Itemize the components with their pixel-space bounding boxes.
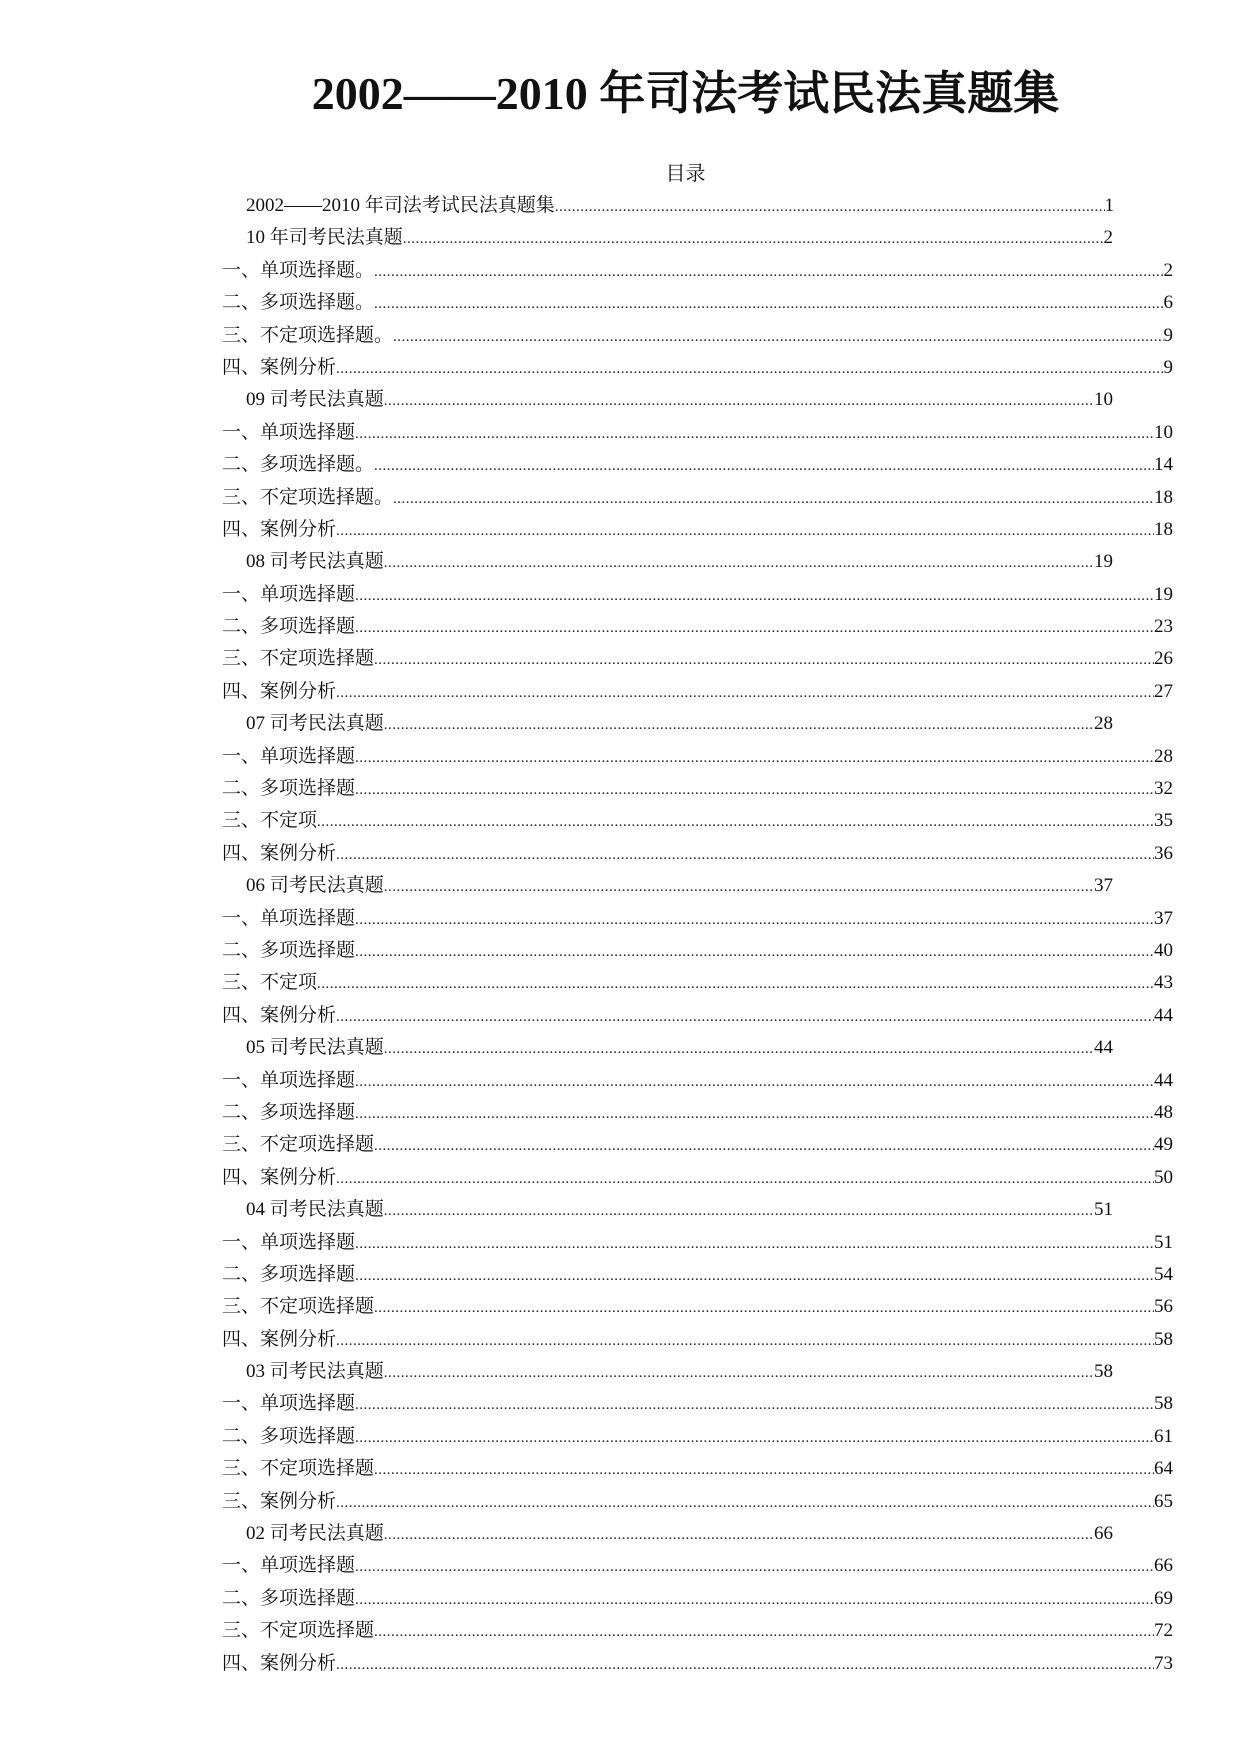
toc-entry-page-number: 9 [1163,356,1173,378]
toc-dot-leader [355,904,1154,935]
toc-entry-page-number: 40 [1154,939,1173,961]
toc-entry-page-number: 35 [1154,810,1173,832]
toc-entry-label: 三、不定项选择题 [222,1134,375,1156]
toc-entry-page-number: 73 [1154,1652,1173,1674]
toc-entry-label: 二、多项选择题。 [222,292,375,314]
toc-section-entry[interactable] [222,967,1173,999]
toc-section-entry[interactable] [222,1291,1173,1323]
toc-dot-leader [355,1228,1154,1259]
toc-entry-label: 四、案例分析 [222,1004,337,1026]
toc-entry-label: 三、不定项 [222,810,318,832]
toc-entry-page-number: 44 [1154,1069,1173,1091]
toc-dot-leader [393,483,1154,514]
toc-entry-page-number: 28 [1094,713,1113,735]
toc-dot-leader [384,871,1094,902]
toc-section-entry[interactable] [222,1550,1173,1582]
toc-dot-leader [336,1649,1154,1680]
toc-dot-leader [355,1066,1154,1097]
toc-heading: 目录 [665,163,706,185]
toc-entry-page-number: 26 [1154,648,1173,670]
toc-entry-page-number: 64 [1154,1458,1173,1480]
toc-entry-label: 一、单项选择题 [222,1069,356,1091]
toc-dot-leader [355,774,1154,805]
toc-dot-leader [355,1551,1154,1582]
toc-entry-page-number: 10 [1154,421,1173,443]
toc-dot-leader [355,1098,1154,1129]
toc-section-entry[interactable] [222,1486,1173,1518]
toc-chapter-entry[interactable] [222,1518,1113,1550]
toc-dot-leader [374,1292,1154,1323]
toc-entry-label: 四、案例分析 [222,518,337,540]
toc-section-entry[interactable] [222,255,1173,287]
toc-section-entry[interactable] [222,1065,1173,1097]
toc-entry-page-number: 44 [1094,1037,1113,1059]
toc-dot-leader [374,1454,1154,1485]
toc-entry-page-number: 58 [1154,1393,1173,1415]
toc-section-entry[interactable] [222,903,1173,935]
toc-section-entry[interactable] [222,1129,1173,1161]
toc-dot-leader [384,1519,1094,1550]
toc-dot-leader [374,1130,1154,1161]
toc-dot-leader [336,1325,1154,1356]
toc-entry-label: 03 司考民法真题 [246,1361,384,1383]
document-title: 2002——2010 年司法考试民法真题集 [311,68,1060,119]
toc-entry-page-number: 27 [1154,680,1173,702]
toc-entry-page-number: 48 [1154,1101,1173,1123]
toc-entry-label: 10 年司考民法真题 [246,227,403,249]
toc-entry-page-number: 49 [1154,1134,1173,1156]
toc-chapter-entry[interactable] [222,222,1113,254]
toc-dot-leader [384,709,1094,740]
toc-entry-label: 一、单项选择题 [222,421,356,443]
toc-section-entry[interactable] [222,1615,1173,1647]
toc-dot-leader [374,256,1163,287]
toc-dot-leader [355,580,1154,611]
toc-entry-page-number: 58 [1094,1361,1113,1383]
toc-entry-label: 02 司考民法真题 [246,1523,384,1545]
toc-dot-leader [355,1389,1154,1420]
toc-section-entry[interactable] [222,482,1173,514]
toc-dot-leader [336,1163,1154,1194]
toc-entry-page-number: 61 [1154,1425,1173,1447]
toc-entry-page-number: 69 [1154,1587,1173,1609]
toc-entry-page-number: 36 [1154,842,1173,864]
toc-entry-label: 三、案例分析 [222,1490,337,1512]
toc-dot-leader [384,385,1094,416]
toc-section-entry[interactable] [222,449,1173,481]
toc-section-entry[interactable] [222,287,1173,319]
toc-entry-page-number: 2 [1103,227,1113,249]
toc-section-entry[interactable] [222,773,1173,805]
toc-section-entry[interactable] [222,1453,1173,1485]
toc-entry-page-number: 51 [1154,1231,1173,1253]
toc-entry-label: 07 司考民法真题 [246,713,384,735]
toc-section-entry[interactable] [222,838,1173,870]
toc-entry-page-number: 44 [1154,1004,1173,1026]
toc-section-entry[interactable] [222,1324,1173,1356]
toc-chapter-entry[interactable] [222,384,1113,416]
toc-dot-leader [336,839,1154,870]
toc-section-entry[interactable] [222,741,1173,773]
toc-entry-page-number: 72 [1154,1620,1173,1642]
toc-chapter-entry[interactable] [222,1032,1113,1064]
toc-dot-leader [393,321,1163,352]
toc-chapter-entry[interactable] [222,708,1113,740]
toc-entry-label: 二、多项选择题 [222,778,356,800]
toc-section-entry[interactable] [222,579,1173,611]
toc-entry-page-number: 66 [1154,1555,1173,1577]
toc-entry-label: 一、单项选择题 [222,583,356,605]
toc-section-entry[interactable] [222,611,1173,643]
toc-entry-label: 05 司考民法真题 [246,1037,384,1059]
toc-entry-page-number: 18 [1154,486,1173,508]
toc-entry-label: 三、不定项选择题 [222,1296,375,1318]
toc-entry-label: 二、多项选择题 [222,616,356,638]
toc-dot-leader [336,515,1154,546]
toc-entry-label: 四、案例分析 [222,842,337,864]
toc-entry-page-number: 58 [1154,1328,1173,1350]
toc-entry-label: 二、多项选择题 [222,1587,356,1609]
toc-entry-label: 09 司考民法真题 [246,389,384,411]
toc-dot-leader [336,1487,1154,1518]
toc-entry-page-number: 19 [1154,583,1173,605]
toc-chapter-entry[interactable] [222,1194,1113,1226]
toc-entry-page-number: 28 [1154,745,1173,767]
toc-entry-label: 四、案例分析 [222,1166,337,1188]
toc-dot-leader [336,1001,1154,1032]
toc-section-entry[interactable] [222,805,1173,837]
toc-entry-page-number: 37 [1094,875,1113,897]
toc-dot-leader [317,806,1154,837]
toc-entry-page-number: 18 [1154,518,1173,540]
toc-entry-label: 一、单项选择题 [222,745,356,767]
toc-entry-page-number: 2 [1163,259,1173,281]
toc-entry-label: 三、不定项选择题。 [222,324,394,346]
toc-dot-leader [374,288,1163,319]
toc-entry-label: 三、不定项选择题 [222,1620,375,1642]
toc-dot-leader [384,1357,1094,1388]
toc-section-entry[interactable] [222,417,1173,449]
toc-entry-label: 二、多项选择题 [222,1101,356,1123]
toc-entry-label: 三、不定项选择题 [222,648,375,670]
toc-entry-label: 一、单项选择题 [222,1231,356,1253]
toc-section-entry[interactable] [222,1000,1173,1032]
toc-dot-leader [355,418,1154,449]
toc-entry-label: 三、不定项选择题。 [222,486,394,508]
toc-entry-label: 二、多项选择题。 [222,454,375,476]
toc-entry-page-number: 56 [1154,1296,1173,1318]
toc-entry-label: 二、多项选择题 [222,1263,356,1285]
toc-entry-page-number: 51 [1094,1199,1113,1221]
toc-entry-page-number: 9 [1163,324,1173,346]
toc-entry-label: 三、不定项选择题 [222,1458,375,1480]
toc-chapter-entry[interactable] [222,1356,1113,1388]
toc-dot-leader [355,936,1154,967]
toc-entry-page-number: 6 [1163,292,1173,314]
toc-section-entry[interactable] [222,1162,1173,1194]
toc-dot-leader [403,223,1104,254]
toc-entry-page-number: 50 [1154,1166,1173,1188]
table-of-contents [222,190,1182,1680]
toc-entry-page-number: 37 [1154,907,1173,929]
toc-entry-page-number: 23 [1154,616,1173,638]
toc-chapter-entry[interactable] [222,190,1114,222]
toc-entry-label: 二、多项选择题 [222,939,356,961]
toc-entry-page-number: 1 [1104,195,1114,216]
toc-entry-page-number: 32 [1154,778,1173,800]
toc-section-entry[interactable] [222,1227,1173,1259]
toc-entry-page-number: 65 [1154,1490,1173,1512]
toc-dot-leader [355,1260,1154,1291]
toc-entry-page-number: 14 [1154,454,1173,476]
toc-dot-leader [355,742,1154,773]
toc-dot-leader [317,968,1154,999]
toc-section-entry[interactable] [222,1421,1173,1453]
toc-entry-label: 四、案例分析 [222,356,337,378]
toc-section-entry[interactable] [222,1583,1173,1615]
toc-entry-label: 04 司考民法真题 [246,1199,384,1221]
toc-entry-page-number: 43 [1154,972,1173,994]
toc-entry-label: 08 司考民法真题 [246,551,384,573]
toc-dot-leader [355,612,1154,643]
toc-section-entry[interactable] [222,320,1173,352]
toc-dot-leader [555,191,1105,222]
toc-entry-page-number: 10 [1094,389,1113,411]
toc-dot-leader [384,1195,1094,1226]
toc-section-entry[interactable] [222,1388,1173,1420]
toc-dot-leader [355,1422,1154,1453]
toc-entry-label: 二、多项选择题 [222,1425,356,1447]
toc-section-entry[interactable] [222,352,1173,384]
toc-entry-label: 06 司考民法真题 [246,875,384,897]
toc-section-entry[interactable] [222,1097,1173,1129]
toc-entry-label: 一、单项选择题。 [222,259,375,281]
toc-dot-leader [374,450,1154,481]
toc-section-entry[interactable] [222,676,1173,708]
toc-entry-label: 三、不定项 [222,972,318,994]
toc-entry-label: 四、案例分析 [222,680,337,702]
toc-dot-leader [336,677,1154,708]
toc-entry-label: 一、单项选择题 [222,1393,356,1415]
toc-entry-page-number: 19 [1094,551,1113,573]
toc-dot-leader [384,1033,1094,1064]
toc-entry-label: 四、案例分析 [222,1328,337,1350]
toc-dot-leader [355,1584,1154,1615]
toc-dot-leader [374,644,1154,675]
toc-section-entry[interactable] [222,935,1173,967]
toc-section-entry[interactable] [222,1259,1173,1291]
toc-chapter-entry[interactable] [222,546,1113,578]
toc-section-entry[interactable] [222,643,1173,675]
toc-entry-label: 一、单项选择题 [222,907,356,929]
toc-dot-leader [336,353,1163,384]
toc-dot-leader [374,1616,1154,1647]
toc-chapter-entry[interactable] [222,870,1113,902]
toc-entry-label: 一、单项选择题 [222,1555,356,1577]
toc-entry-label: 四、案例分析 [222,1652,337,1674]
toc-entry-page-number: 66 [1094,1523,1113,1545]
toc-section-entry[interactable] [222,514,1173,546]
toc-entry-page-number: 54 [1154,1263,1173,1285]
toc-entry-label: 2002——2010 年司法考试民法真题集 [246,195,555,216]
toc-section-entry[interactable] [222,1648,1173,1680]
toc-dot-leader [384,547,1094,578]
